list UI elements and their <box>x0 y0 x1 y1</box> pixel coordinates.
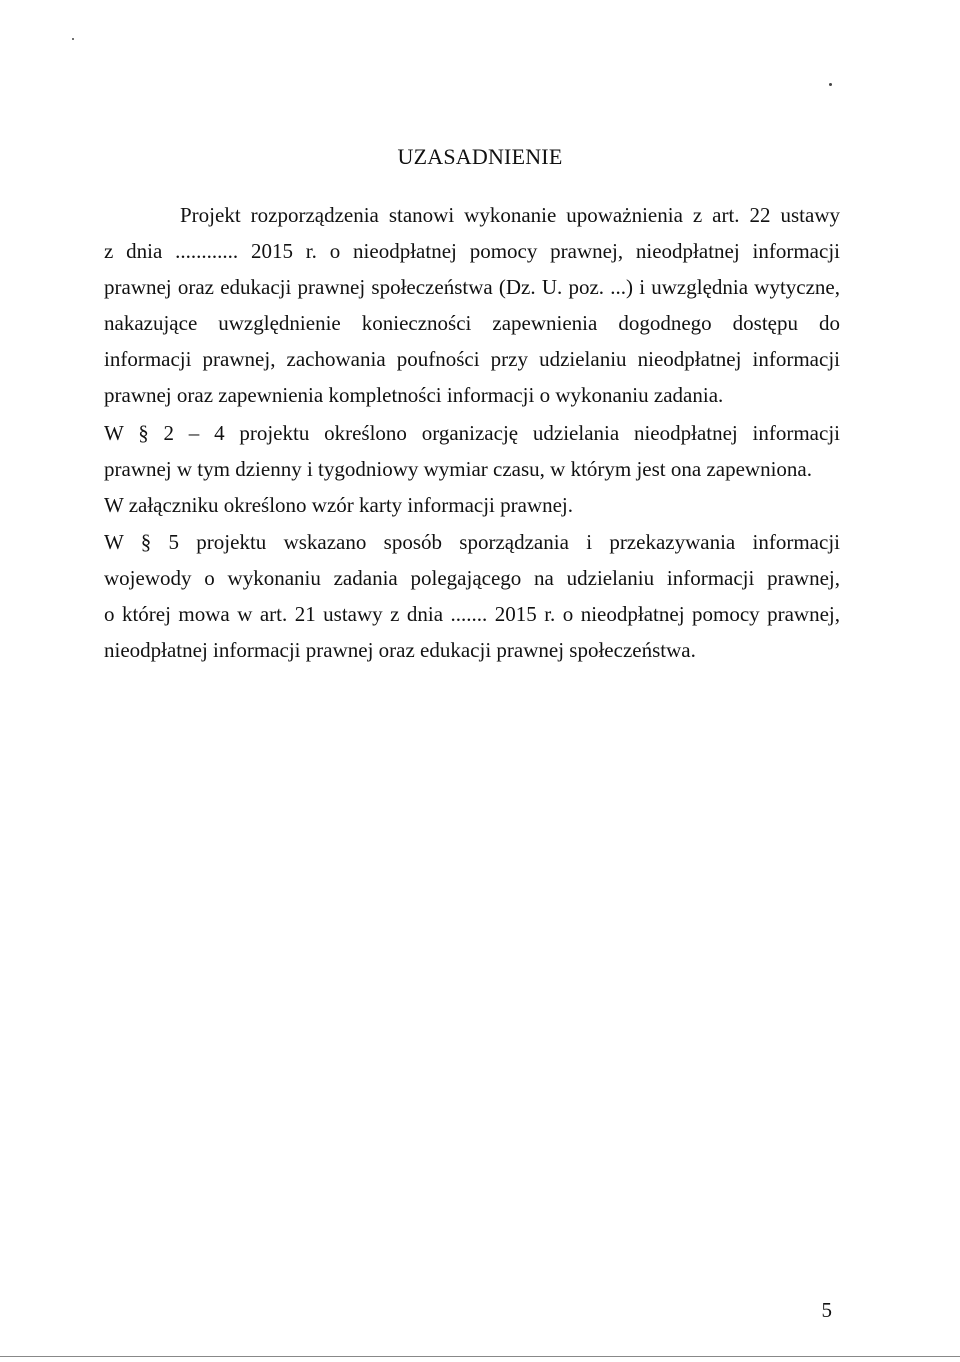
paragraph-line: nakazujące uwzględnienie konieczności zapewnienia dogodnego dostępu do <box>104 311 840 335</box>
paragraph-line: nieodpłatnej informacji prawnej oraz edukacji prawnej społeczeństwa. <box>104 638 696 662</box>
paragraph-line: informacji prawnej, zachowania poufności przy udzielaniu nieodpłatnej informacji <box>104 347 840 371</box>
paragraph-line: z dnia ............ 2015 r. o nieodpłatnej pomocy prawnej, nieodpłatnej informacji <box>104 239 840 263</box>
paragraph-line: W załączniku określono wzór karty informacji prawnej. <box>104 493 574 517</box>
scan-speck <box>72 38 74 40</box>
paragraph-line: wojewody o wykonaniu zadania polegającego na udzielaniu informacji prawnej, <box>104 566 840 590</box>
paragraph-line: prawnej w tym dzienny i tygodniowy wymiar czasu, w którym jest ona zapewniona. <box>104 457 812 481</box>
paragraph-line: W § 2 – 4 projektu określono organizację udzielania nieodpłatnej informacji <box>104 421 840 445</box>
paragraph-line: Projekt rozporządzenia stanowi wykonanie upoważnienia z art. 22 ustawy <box>180 203 840 227</box>
paragraph-line: prawnej oraz edukacji prawnej społeczeństwa (Dz. U. poz. ...) i uwzględnia wytyczne, <box>104 275 840 299</box>
page-number: 5 <box>821 1298 832 1322</box>
scan-edge-line <box>0 1356 960 1357</box>
document-title: UZASADNIENIE <box>397 144 563 169</box>
paragraph-line: o której mowa w art. 21 ustawy z dnia ....... 2015 r. o nieodpłatnej pomocy prawnej, <box>104 602 840 626</box>
paragraph-line: prawnej oraz zapewnienia kompletności informacji o wykonaniu zadania. <box>104 383 724 407</box>
scan-speck <box>829 83 832 86</box>
paragraph-line: W § 5 projektu wskazano sposób sporządzania i przekazywania informacji <box>104 530 840 554</box>
